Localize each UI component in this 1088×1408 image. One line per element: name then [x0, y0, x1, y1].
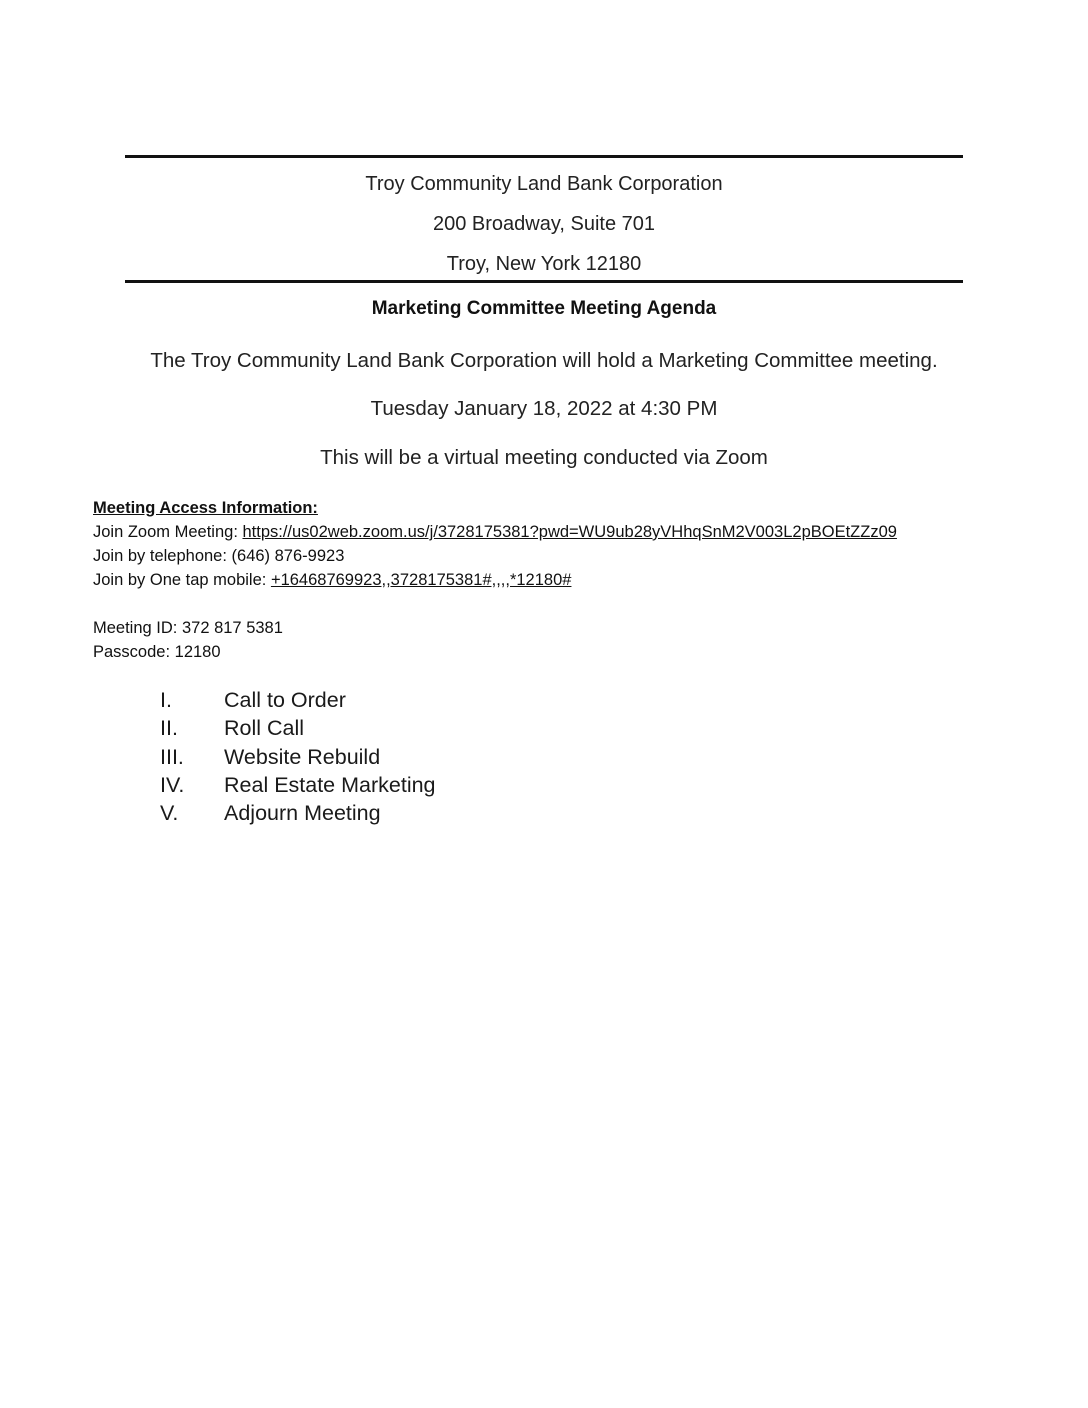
- agenda-item-number: III.: [160, 744, 184, 769]
- passcode-value: 12180: [174, 643, 221, 661]
- agenda-item: [160, 799, 436, 827]
- agenda-item: [160, 714, 436, 742]
- agenda-item-label: Real Estate Marketing: [224, 772, 436, 797]
- one-tap-mobile-link[interactable]: +16468769923,,3728175381#,,,,*12180#: [270, 571, 572, 589]
- access-spacer: [93, 592, 897, 616]
- agenda-item-number: IV.: [160, 772, 185, 797]
- agenda-item-number: V.: [160, 801, 179, 826]
- meeting-id-value: 372 817 5381: [181, 619, 283, 637]
- meeting-announcement: The Troy Community Land Bank Corporation will hold a Marketing Committee meeting.: [150, 349, 938, 372]
- agenda-title: Marketing Committee Meeting Agenda: [371, 298, 717, 319]
- agenda-item-label: Website Rebuild: [224, 744, 381, 769]
- zoom-meeting-line: [93, 520, 897, 544]
- agenda-item: [160, 686, 436, 714]
- meeting-date: Tuesday January 18, 2022 at 4:30 PM: [370, 397, 718, 420]
- passcode-line: [93, 640, 897, 664]
- agenda-item-number: I.: [160, 688, 172, 712]
- telephone-label: Join by telephone:: [93, 547, 232, 565]
- agenda-item-label: Adjourn Meeting: [224, 801, 381, 826]
- agenda-list: [160, 686, 436, 827]
- one-tap-mobile-label: Join by One tap mobile:: [93, 571, 271, 589]
- header-top-rule: [125, 155, 963, 158]
- one-tap-mobile-line: [93, 568, 897, 592]
- zoom-meeting-label: Join Zoom Meeting:: [93, 523, 243, 541]
- telephone-number: (646) 876-9923: [231, 547, 345, 565]
- meeting-access-section: [93, 496, 897, 664]
- agenda-item: [160, 743, 436, 771]
- access-heading: Meeting Access Information:: [93, 499, 318, 517]
- meeting-mode: This will be a virtual meeting conducted via Zoom: [320, 446, 768, 469]
- organization-name: Troy Community Land Bank Corporation: [365, 173, 723, 195]
- header-bottom-rule: [125, 280, 963, 283]
- meeting-id-line: [93, 616, 897, 640]
- agenda-item-label: Call to Order: [224, 688, 346, 712]
- zoom-meeting-link[interactable]: https://us02web.zoom.us/j/3728175381?pwd=WU9ub28yVHhqSnM2V003L2pBOEtZZz09: [242, 523, 897, 541]
- organization-city: Troy, New York 12180: [446, 253, 642, 275]
- meeting-id-label: Meeting ID:: [93, 619, 182, 637]
- telephone-line: [93, 544, 897, 568]
- passcode-label: Passcode:: [93, 643, 175, 661]
- agenda-item-number: II.: [160, 716, 178, 741]
- organization-address: 200 Broadway, Suite 701: [432, 213, 655, 235]
- agenda-item-label: Roll Call: [224, 716, 305, 741]
- agenda-item: [160, 771, 436, 799]
